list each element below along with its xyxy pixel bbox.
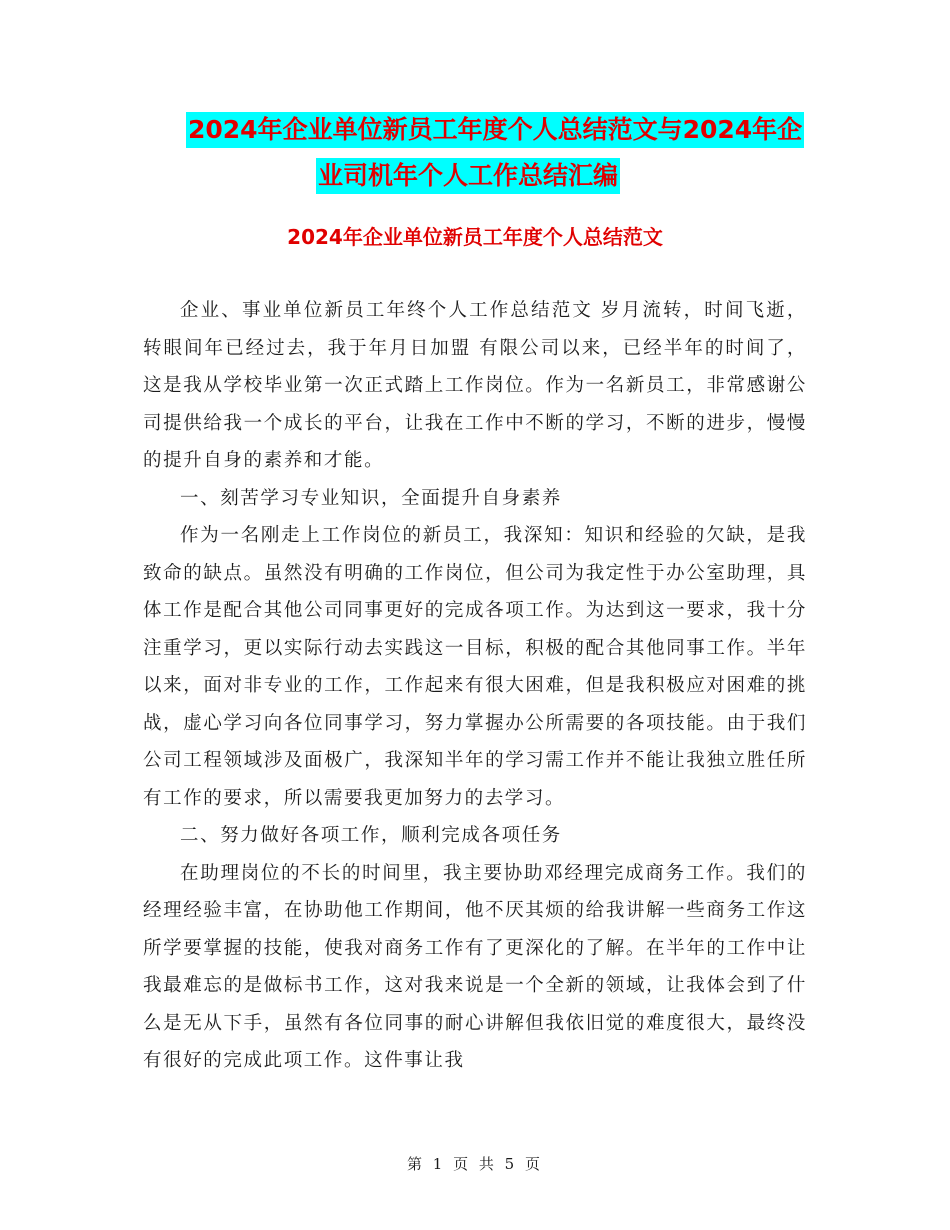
paragraph-section-1: 作为一名刚走上工作岗位的新员工，我深知：知识和经验的欠缺，是我致命的缺点。虽然没有明确的工作岗位，但公司为我定性于办公室助理，具体工作是配合其他公司同事更好的完成各项工作。为达到这一要求，我十分注重学习，更以实际行动去实践这一目标，积极的配合其他同事工作。半年以来，面对非专业的工作，工作起来有很大困难，但是我积极应对困难的挑战，虚心学习向各位同事学习，努力掌握办公所需要的各项技能。由于我们公司工程领域涉及面极广，我深知半年的学习需工作并不能让我独立胜任所有工作的要求，所以需要我更加努力的去学习。 <box>143 525 807 809</box>
heading-section-2: 二、努力做好各项工作，顺利完成各项任务 <box>180 825 562 846</box>
heading-section-1: 一、刻苦学习专业知识，全面提升自身素养 <box>180 487 562 509</box>
paragraph-intro: 企业、事业单位新员工年终个人工作总结范文 岁月流转，时间飞逝，转眼间年已经过去，我于年月日加盟 有限公司以来，已经半年的时间了，这是我从学校毕业第一次正式踏上工作岗位。作为一名新员工，非常感谢公司提供给我一个成长的平台，让我在工作中不断的学习，不断的进步，慢慢的提升自身的素养和才能。 <box>143 300 807 471</box>
title-line-2: 业司机年个人工作总结汇编 <box>316 158 620 194</box>
page-footer: 第 1 页 共 5 页 <box>407 1155 543 1173</box>
document-body <box>143 292 807 1080</box>
section-title: 2024年企业单位新员工年度个人总结范文 <box>287 225 663 249</box>
title-line-1: 2024年企业单位新员工年度个人总结范文与2024年企 <box>186 112 804 148</box>
paragraph-section-2: 在助理岗位的不长的时间里，我主要协助邓经理完成商务工作。我们的经理经验丰富，在协助他工作期间，他不厌其烦的给我讲解一些商务工作这所学要掌握的技能，使我对商务工作有了更深化的了解。在半年的工作中让我最难忘的是做标书工作，这对我来说是一个全新的领域，让我体会到了什么是无从下手，虽然有各位同事的耐心讲解但我依旧觉的难度很大，最终没有很好的完成此项工作。这件事让我 <box>143 862 807 1071</box>
